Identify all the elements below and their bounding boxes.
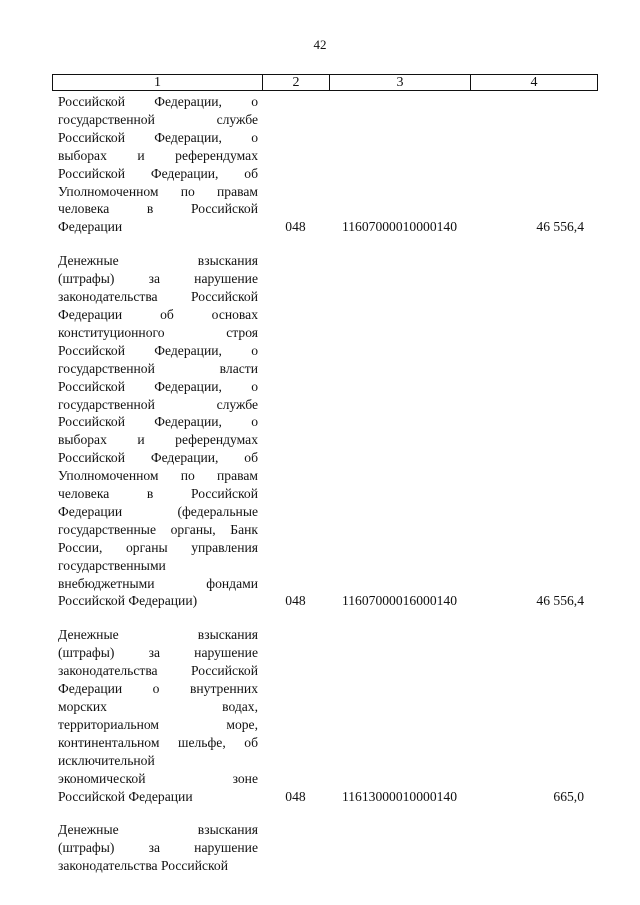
budget-classification-code: 11613000010000140 <box>341 788 458 804</box>
description-line: государственной службе <box>58 396 258 412</box>
admin-code: 048 <box>285 593 306 609</box>
description-line: Денежные взыскания <box>58 627 258 643</box>
row-description <box>58 821 258 875</box>
table-body <box>52 93 598 875</box>
admin-code: 048 <box>285 788 306 804</box>
description-line: исключительной <box>58 752 155 768</box>
row-description <box>58 626 258 805</box>
description-line: Российской Федерации) <box>58 593 198 609</box>
table-row <box>52 821 598 875</box>
row-description <box>58 93 258 236</box>
description-line: (штрафы) за нарушение <box>58 840 258 856</box>
description-line: Уполномоченном по правам <box>58 183 258 199</box>
budget-classification-code: 11607000010000140 <box>341 219 458 235</box>
description-line: территориальном море, <box>58 716 258 732</box>
description-line: (штрафы) за нарушение <box>58 645 258 661</box>
description-line: Денежные взыскания <box>58 822 258 838</box>
description-line: Российской Федерации, об <box>58 165 258 181</box>
description-line: Уполномоченном по правам <box>58 468 258 484</box>
description-line: (штрафы) за нарушение <box>58 271 258 287</box>
description-line: Российской Федерации, о <box>58 342 258 358</box>
description-line: Российской Федерации, о <box>58 94 258 109</box>
description-line: государственной власти <box>58 360 258 376</box>
description-line: Российской Федерации, о <box>58 129 258 145</box>
description-line: Федерации об основах <box>58 306 258 322</box>
description-line: Федерации о внутренних <box>58 681 258 697</box>
description-line: законодательства Российской <box>58 289 258 305</box>
description-line: выборах и референдумах <box>58 147 258 163</box>
description-line: человека в Российской <box>58 486 258 502</box>
description-line: Российской Федерации, о <box>58 414 258 430</box>
row-description <box>58 252 258 610</box>
description-line: Российской Федерации, о <box>58 378 258 394</box>
description-line: выборах и референдумах <box>58 432 258 448</box>
description-line: конституционного строя <box>58 324 258 340</box>
description-line: государственной службе <box>58 111 258 127</box>
table-row <box>52 626 598 805</box>
table-header <box>52 74 598 91</box>
description-line: законодательства Российской <box>58 663 258 679</box>
header-col-3: 3 <box>330 75 471 90</box>
description-line: экономической зоне <box>58 770 258 786</box>
description-line: государственными <box>58 557 166 573</box>
description-line: Российской Федерации <box>58 788 193 804</box>
budget-classification-code: 11607000016000140 <box>341 593 458 609</box>
description-line: континентальном шельфе, об <box>58 734 258 750</box>
description-line: Российской Федерации, об <box>58 450 258 466</box>
description-line: морских водах, <box>58 699 258 714</box>
description-line: внебюджетными фондами <box>58 575 258 591</box>
amount: 46 556,4 <box>536 593 584 609</box>
header-col-1: 1 <box>53 75 263 90</box>
description-line: России, органы управления <box>58 539 258 555</box>
admin-code: 048 <box>285 219 306 235</box>
page-number: 42 <box>313 37 327 52</box>
table-row <box>52 252 598 610</box>
amount: 46 556,4 <box>536 219 584 235</box>
header-col-4: 4 <box>530 75 538 90</box>
description-line: Федерации (федеральные <box>58 503 258 519</box>
description-line: государственные органы, Банк <box>58 521 258 537</box>
table-row <box>52 93 598 236</box>
description-line: человека в Российской <box>58 201 258 217</box>
description-line: законодательства Российской <box>58 858 228 874</box>
description-line: Федерации <box>58 219 123 235</box>
amount: 665,0 <box>553 788 584 804</box>
header-col-2: 2 <box>263 75 330 90</box>
description-line: Денежные взыскания <box>58 253 258 269</box>
